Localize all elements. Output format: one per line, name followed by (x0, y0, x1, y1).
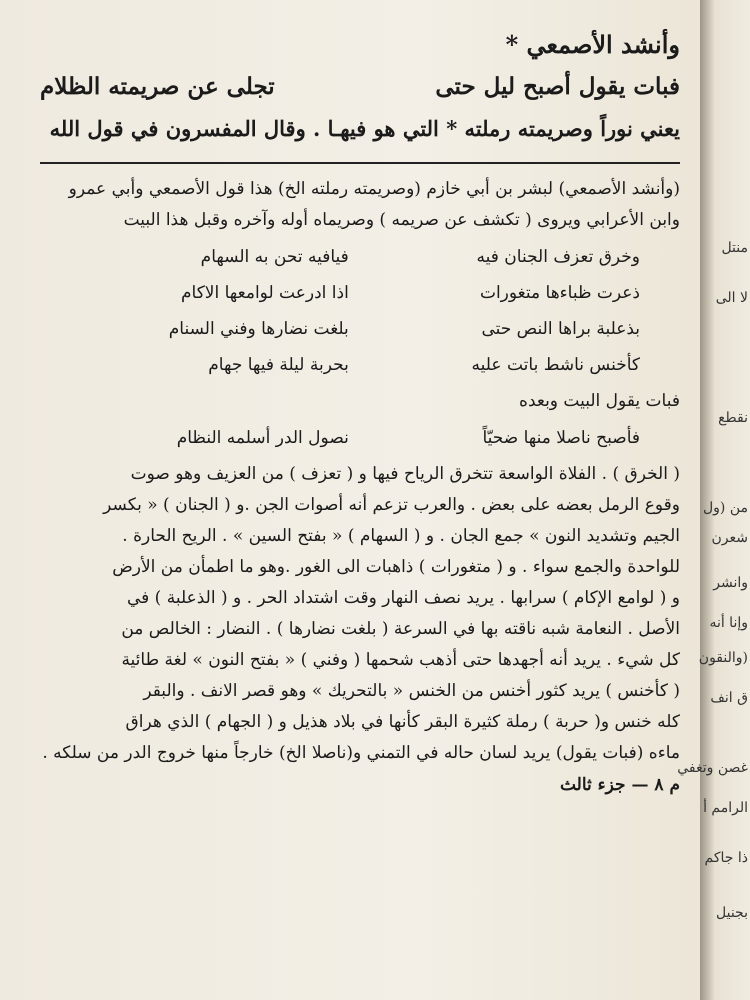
verse-first-hemistich: ذعرت ظباءها متغورات (479, 283, 640, 303)
verse-second-hemistich: بلغت نضارها وفني السنام (168, 319, 349, 339)
verse-second-hemistich: فيافيه تحن به السهام (200, 247, 349, 267)
commentary-line: كل شيء . يريد أنه أجهدها حتى أذهب شحمها ( وفني ) « بفتح النون » لغة طائية (121, 650, 680, 670)
main-verse (40, 73, 680, 100)
commentary-line: كله خنس و( حربة ) رملة كثيرة البقر كأنها في بلاد هذيل و ( الجهام ) الذي هراق (125, 712, 680, 732)
verse-second-hemistich: اذا ادرعت لوامعها الاكام (181, 283, 349, 303)
verse-first-hemistich: وخرق تعزف الجنان فيه (476, 247, 640, 267)
page-content (40, 12, 680, 795)
commentary-line: ماءه (فبات يقول) يريد لسان حاله في التمني و(ناصلا الخ) خارجاً منها خروج الدر من سلكه . (42, 743, 680, 763)
margin-fragment: بجنيل (716, 905, 748, 921)
margin-fragment: شعرن (711, 530, 748, 546)
notes-divider (40, 162, 680, 164)
margin-fragment: (والنقون (698, 650, 748, 666)
section-heading: وأنشد الأصمعي * (505, 30, 680, 59)
main-verse-first-hemistich: فبات يقول أصبح ليل حتى (435, 73, 680, 100)
verse-first-hemistich: كأخنس ناشط باتت عليه (471, 355, 640, 375)
commentary-line: وقوع الرمل بعضه على بعض . والعرب تزعم أنه أصوات الجن .و ( الجنان ) « بكسر (103, 495, 680, 515)
commentary-line: الأصل . النعامة شبه ناقته بها في السرعة ( بلغت نضارها ) . النضار : الخالص من (121, 619, 680, 639)
margin-fragment: نقطع (718, 410, 748, 426)
verse-second-hemistich: بحربة ليلة فيها جهام (208, 355, 349, 375)
verse-second-hemistich: نصول الدر أسلمه النظام (176, 428, 349, 448)
verse-first-hemistich: بذعلبة براها النص حتى (481, 319, 640, 339)
commentary-line: و ( لوامع الإكام ) سرابها . يريد نصف النهار وقت اشتداد الحر . و ( الذعلبة ) في (126, 588, 680, 608)
margin-fragment: منتل (721, 240, 748, 256)
margin-fragment: الرامم أ (703, 800, 748, 816)
margin-fragment: ق انف (710, 690, 748, 706)
verse-line (80, 314, 640, 344)
commentary-line: الجيم وتشديد النون » جمع الجان . و ( السهام ) « بفتح السين » . الريح الحارة . (122, 526, 680, 546)
commentary-line: ( الخرق ) . الفلاة الواسعة تتخرق الرياح فيها و ( تعزف ) من العزيف وهو صوت (130, 464, 680, 484)
verse-line (80, 350, 640, 380)
margin-fragment: وانشر (713, 575, 748, 591)
margin-fragment: غصن وتغفي (677, 760, 748, 776)
verse-line (80, 242, 640, 272)
after-verses-line: فبات يقول البيت وبعده (519, 391, 680, 411)
notes-intro-line-1: (وأنشد الأصمعي) لبشر بن أبي خازم (وصريمته رملته الخ) هذا قول الأصمعي وأبي عمرو (68, 179, 680, 199)
verse-first-hemistich: فأصبح ناصلا منها ضحيّاً (482, 428, 640, 448)
margin-fragment: من (ول (702, 500, 748, 516)
verse-line (80, 278, 640, 308)
margin-fragment: وإنا أنه (709, 615, 748, 631)
commentary-line: ( كأخنس ) يريد كثور أخنس من الخنس « بالتحريك » وهو قصر الانف . والبقر (143, 681, 680, 701)
final-verse (80, 423, 640, 453)
facing-page-edge (677, 0, 750, 1000)
page-footer: م ٨ — جزء ثالث (559, 775, 680, 795)
commentary-line: للواحدة والجمع سواء . و ( متغورات ) ذاهبات الى الغور .وهو ما اطمأن من الأرض (112, 557, 680, 577)
margin-fragment: ذا جاكم (704, 850, 748, 866)
main-text-line: يعني نوراً وصريمته رملته * التي هو فيهـا . وقال المفسرون في قول الله (49, 116, 680, 141)
notes-intro-line-2: وابن الأعرابي ويروى ( تكشف عن صريمه ) وصريماه أوله وآخره وقبل هذا البيت (123, 210, 680, 230)
main-verse-second-hemistich: تجلى عن صريمته الظلام (40, 73, 275, 100)
margin-fragment: لا الى (715, 290, 748, 306)
